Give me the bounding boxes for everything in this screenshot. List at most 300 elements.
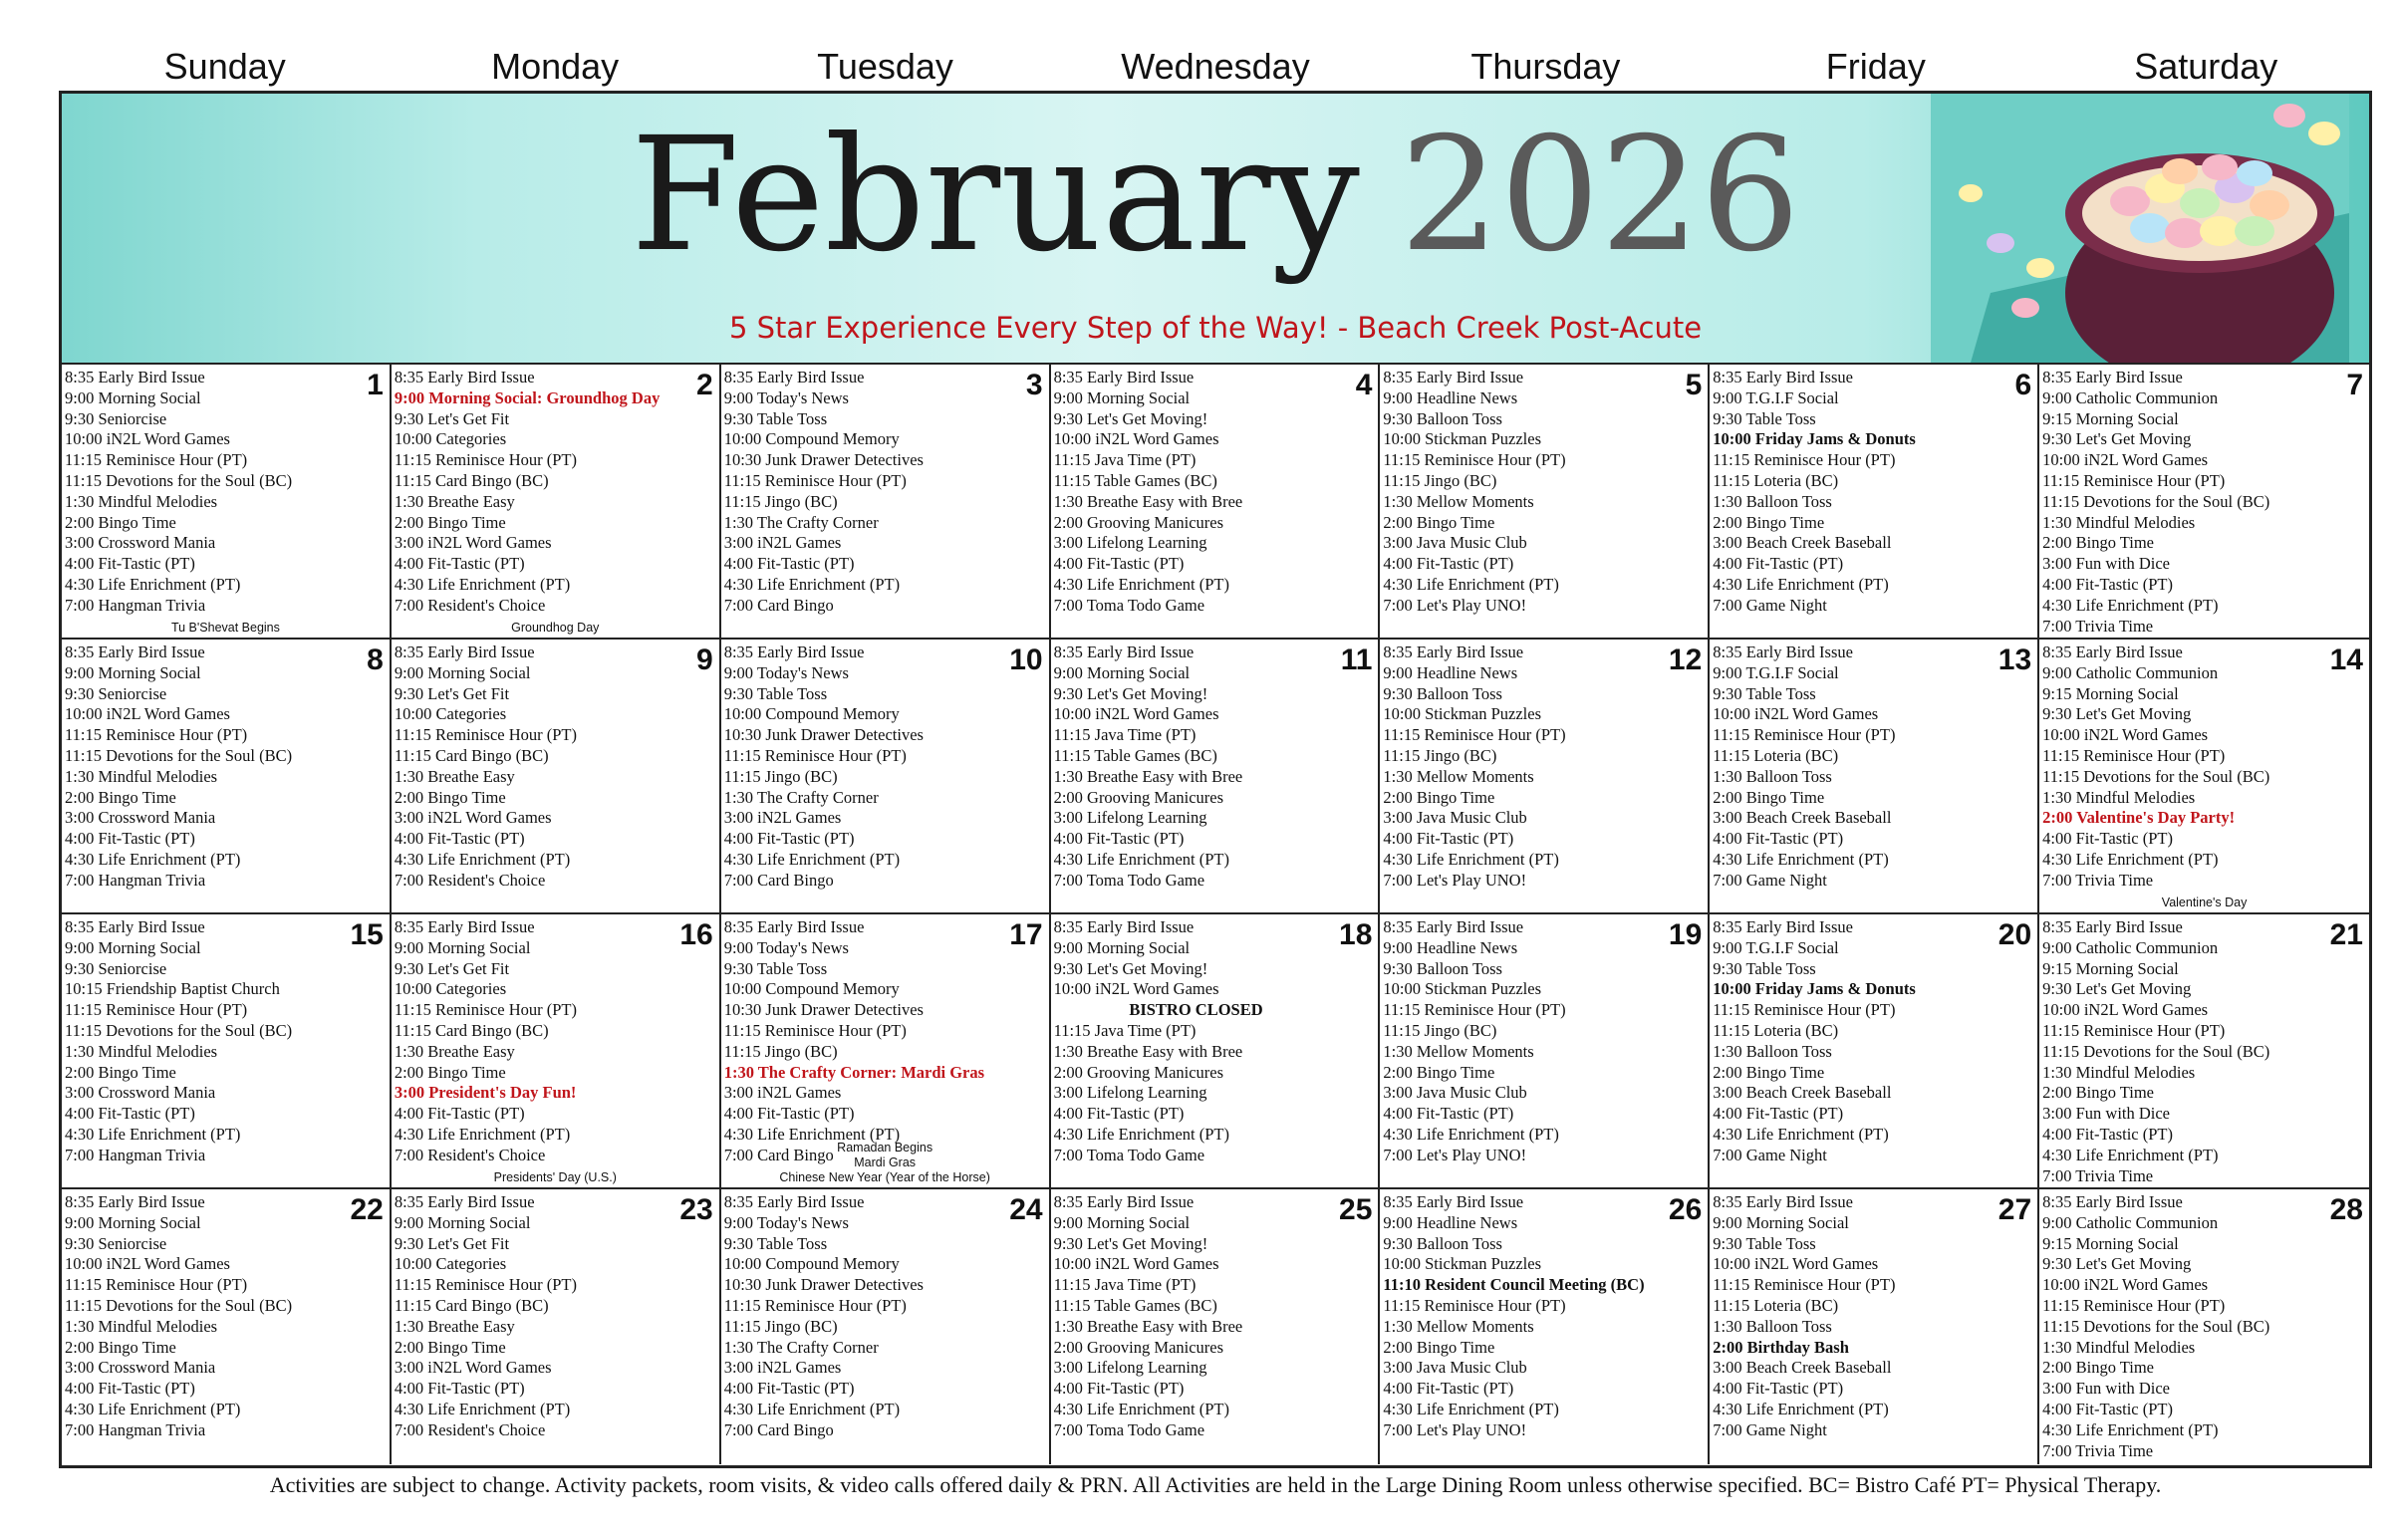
activity-item: 11:15 Reminisce Hour (PT) bbox=[65, 725, 248, 745]
activity-item: 4:00 Fit-Tastic (PT) bbox=[1383, 1104, 1514, 1124]
activity-item: 4:30 Life Enrichment (PT) bbox=[2042, 595, 2219, 615]
activity-item: 1:30 Mindful Melodies bbox=[2042, 787, 2196, 807]
activity-item: 1:30 Mellow Moments bbox=[1383, 766, 1534, 786]
activity-item: 4:30 Life Enrichment (PT) bbox=[394, 849, 571, 869]
day-number: 27 bbox=[1998, 1193, 2032, 1226]
activity-item: 9:00 T.G.I.F Social bbox=[1713, 662, 1839, 682]
holiday-note bbox=[2039, 896, 2369, 910]
activity-item: 1:30 Mellow Moments bbox=[1383, 1316, 1534, 1336]
day-cell bbox=[62, 640, 392, 914]
holiday-note bbox=[392, 1170, 719, 1185]
activity-item: 1:30 The Crafty Corner bbox=[723, 787, 879, 807]
activity-item: 3:00 Java Music Club bbox=[1383, 808, 1527, 828]
activity-item: 10:00 iN2L Word Games bbox=[65, 1254, 230, 1274]
activity-item: 11:15 Reminisce Hour (PT) bbox=[1713, 450, 1896, 470]
activity-item: 1:30 Mindful Melodies bbox=[2042, 1337, 2196, 1357]
banner-subtitle: 5 Star Experience Every Step of the Way! - Beach Creek Post-Acute bbox=[728, 311, 1703, 345]
activity-item: 11:15 Jingo (BC) bbox=[723, 1041, 838, 1061]
activity-item: 4:00 Fit-Tastic (PT) bbox=[723, 1104, 855, 1124]
activity-item: 3:00 Crossword Mania bbox=[65, 808, 216, 828]
activity-item: 11:15 Card Bingo (BC) bbox=[394, 745, 549, 765]
activity-item: 8:35 Early Bird Issue bbox=[723, 1192, 865, 1211]
activity-item: 7:00 Card Bingo bbox=[723, 595, 834, 615]
activity-item: 9:30 Table Toss bbox=[1713, 958, 1816, 978]
activity-item: 11:15 Devotions for the Soul (BC) bbox=[65, 470, 293, 490]
day-cell bbox=[721, 640, 1051, 914]
activity-item: 11:15 Reminisce Hour (PT) bbox=[2042, 1020, 2226, 1040]
activity-item: 8:35 Early Bird Issue bbox=[1713, 1192, 1853, 1211]
activity-item: 1:30 Mindful Melodies bbox=[2042, 512, 2196, 532]
activity-item: 3:00 Lifelong Learning bbox=[1053, 533, 1207, 553]
activity-item: 1:30 The Crafty Corner bbox=[723, 1337, 879, 1357]
activity-item: 10:30 Junk Drawer Detectives bbox=[723, 450, 924, 470]
activity-item: 1:30 Balloon Toss bbox=[1713, 766, 1832, 786]
banner-year: 2026 bbox=[1399, 104, 1801, 287]
activity-item: 2:00 Bingo Time bbox=[1713, 787, 1825, 807]
activity-item: 7:00 Game Night bbox=[1713, 870, 1827, 890]
activity-item: 9:15 Morning Social bbox=[2042, 958, 2179, 978]
day-cell bbox=[62, 1189, 392, 1464]
activity-item: 11:15 Reminisce Hour (PT) bbox=[2042, 745, 2226, 765]
activity-item: 11:15 Loteria (BC) bbox=[1713, 745, 1839, 765]
activity-item: 11:15 Reminisce Hour (PT) bbox=[723, 1295, 907, 1315]
activity-item: 9:30 Table Toss bbox=[1713, 683, 1816, 703]
activity-item: 4:30 Life Enrichment (PT) bbox=[1053, 849, 1229, 869]
activity-item: 10:00 Categories bbox=[394, 429, 507, 449]
activity-item: 7:00 Trivia Time bbox=[2042, 616, 2154, 636]
activity-item: 4:30 Life Enrichment (PT) bbox=[723, 849, 901, 869]
activity-item: 4:00 Fit-Tastic (PT) bbox=[723, 1379, 855, 1399]
holiday-note bbox=[392, 621, 719, 636]
activity-item: 3:00 Fun with Dice bbox=[2042, 1379, 2171, 1399]
activity-item: 9:30 Table Toss bbox=[723, 958, 828, 978]
activity-item: 9:00 Today's News bbox=[723, 662, 849, 682]
holiday-label: Valentine's Day bbox=[2161, 896, 2248, 909]
day-number: 18 bbox=[1339, 918, 1373, 951]
activity-item: 11:15 Reminisce Hour (PT) bbox=[1713, 1275, 1896, 1295]
activity-item: 4:30 Life Enrichment (PT) bbox=[394, 574, 571, 594]
activity-item: 2:00 Grooving Manicures bbox=[1053, 787, 1224, 807]
activity-item: 11:15 Reminisce Hour (PT) bbox=[2042, 1295, 2226, 1315]
activity-item: 1:30 Breathe Easy with Bree bbox=[1053, 1041, 1243, 1061]
activity-item: 3:00 Crossword Mania bbox=[65, 533, 216, 553]
activity-item: 9:00 T.G.I.F Social bbox=[1713, 937, 1839, 957]
activity-item: 3:00 Beach Creek Baseball bbox=[1713, 1358, 1892, 1378]
activity-item: 4:30 Life Enrichment (PT) bbox=[65, 1399, 241, 1418]
activity-item: 4:30 Life Enrichment (PT) bbox=[394, 1399, 571, 1418]
activity-item: 11:15 Devotions for the Soul (BC) bbox=[2042, 766, 2270, 786]
activity-item: 10:00 iN2L Word Games bbox=[2042, 725, 2209, 745]
activity-item: 3:00 Beach Creek Baseball bbox=[1713, 1083, 1892, 1103]
activity-item: 9:00 Morning Social bbox=[65, 662, 201, 682]
activity-item: 11:10 Resident Council Meeting (BC) bbox=[1383, 1275, 1645, 1295]
holiday-note bbox=[62, 621, 390, 636]
activity-item: 2:00 Bingo Time bbox=[2042, 533, 2155, 553]
day-number: 21 bbox=[2329, 918, 2363, 951]
weekday-monday: Monday bbox=[491, 46, 620, 87]
activity-item: 3:00 Fun with Dice bbox=[2042, 554, 2171, 574]
activity-item: 7:00 Card Bingo bbox=[723, 870, 834, 890]
activity-item: 7:00 Card Bingo bbox=[723, 1145, 834, 1164]
activity-item: 9:00 Morning Social bbox=[1713, 1212, 1849, 1232]
activity-item: 9:00 Morning Social: Groundhog Day bbox=[394, 387, 661, 407]
activity-item: 1:30 Breathe Easy bbox=[394, 1041, 515, 1061]
activity-item: 4:30 Life Enrichment (PT) bbox=[1053, 1399, 1229, 1418]
calendar-grid bbox=[62, 365, 2369, 1464]
activity-item: 3:00 iN2L Games bbox=[723, 808, 842, 828]
activity-item: 1:30 Mindful Melodies bbox=[2042, 1062, 2196, 1082]
activity-item: 10:00 iN2L Word Games bbox=[65, 704, 230, 724]
activity-item: 11:15 Reminisce Hour (PT) bbox=[65, 1275, 248, 1295]
activity-item: 10:00 iN2L Word Games bbox=[1713, 1254, 1879, 1274]
activity-item: 8:35 Early Bird Issue bbox=[394, 917, 535, 936]
activity-item: 4:30 Life Enrichment (PT) bbox=[65, 574, 241, 594]
activity-item: 11:15 Reminisce Hour (PT) bbox=[1713, 1000, 1896, 1020]
activity-item: 9:30 Table Toss bbox=[723, 683, 828, 703]
day-cell bbox=[1051, 640, 1381, 914]
activity-item: 9:00 Morning Social bbox=[1053, 1212, 1191, 1232]
activity-item: 7:00 Trivia Time bbox=[2042, 1165, 2154, 1185]
day-number: 2 bbox=[696, 369, 713, 401]
day-number: 8 bbox=[367, 643, 384, 676]
activity-item: 11:15 Reminisce Hour (PT) bbox=[1383, 725, 1566, 745]
activity-item: 2:00 Bingo Time bbox=[394, 1337, 506, 1357]
day-number: 19 bbox=[1668, 918, 1703, 951]
activity-item: 11:15 Loteria (BC) bbox=[1713, 1020, 1839, 1040]
activity-item: 10:00 Friday Jams & Donuts bbox=[1713, 429, 1916, 449]
activity-item: 4:30 Life Enrichment (PT) bbox=[1383, 849, 1559, 869]
activity-item: 4:30 Life Enrichment (PT) bbox=[65, 1124, 241, 1144]
activity-item: 10:00 Friday Jams & Donuts bbox=[1713, 979, 1916, 999]
activity-item: 8:35 Early Bird Issue bbox=[723, 917, 865, 936]
activity-item: 2:00 Bingo Time bbox=[1713, 512, 1825, 532]
activity-item: 8:35 Early Bird Issue bbox=[1383, 642, 1524, 661]
activity-item: 1:30 Breathe Easy bbox=[394, 491, 515, 511]
activity-item: 7:00 Resident's Choice bbox=[394, 870, 546, 890]
activity-item: 10:00 Compound Memory bbox=[723, 1254, 900, 1274]
activity-item: 4:00 Fit-Tastic (PT) bbox=[2042, 1124, 2173, 1144]
activity-item: 9:30 Let's Get Moving! bbox=[1053, 683, 1208, 703]
activity-item: 9:30 Let's Get Moving bbox=[2042, 429, 2192, 449]
activity-item: 7:00 Resident's Choice bbox=[394, 1145, 546, 1164]
day-cell bbox=[392, 365, 721, 640]
day-cell bbox=[721, 1189, 1051, 1464]
activity-item: 11:15 Jingo (BC) bbox=[1383, 1020, 1497, 1040]
activity-item: 4:30 Life Enrichment (PT) bbox=[1383, 1399, 1559, 1418]
activity-item: 10:00 Compound Memory bbox=[723, 704, 900, 724]
activity-item: 2:00 Bingo Time bbox=[1383, 787, 1495, 807]
activity-item: 4:00 Fit-Tastic (PT) bbox=[723, 829, 855, 849]
activity-item: 10:00 iN2L Word Games bbox=[2042, 1275, 2209, 1295]
day-cell bbox=[2039, 365, 2369, 640]
activity-item: 1:30 Mellow Moments bbox=[1383, 491, 1534, 511]
activity-item: 4:30 Life Enrichment (PT) bbox=[1713, 849, 1889, 869]
activity-item: 9:00 Morning Social bbox=[394, 937, 531, 957]
activity-item: 2:00 Bingo Time bbox=[65, 1062, 176, 1082]
day-cell bbox=[721, 914, 1051, 1189]
activity-item: 9:00 Morning Social bbox=[1053, 387, 1191, 407]
activity-item: 9:00 Morning Social bbox=[394, 662, 531, 682]
activity-item: 7:00 Trivia Time bbox=[2042, 870, 2154, 890]
activity-item: 11:15 Java Time (PT) bbox=[1053, 1275, 1197, 1295]
activity-item: 8:35 Early Bird Issue bbox=[394, 1192, 535, 1211]
activity-item: 1:30 Mindful Melodies bbox=[65, 1316, 218, 1336]
activity-item: 2:00 Bingo Time bbox=[394, 787, 506, 807]
activity-item: 7:00 Resident's Choice bbox=[394, 1419, 546, 1439]
activity-item: 10:00 iN2L Word Games bbox=[2042, 1000, 2209, 1020]
activity-item: 1:30 Breathe Easy with Bree bbox=[1053, 491, 1243, 511]
day-number: 6 bbox=[2014, 369, 2032, 401]
activity-item: 9:00 Today's News bbox=[723, 937, 849, 957]
activity-item: 4:30 Life Enrichment (PT) bbox=[723, 1124, 901, 1144]
activity-item: 11:15 Devotions for the Soul (BC) bbox=[65, 1020, 293, 1040]
activity-item: 9:30 Seniorcise bbox=[65, 958, 167, 978]
day-cell bbox=[1710, 365, 2039, 640]
activity-item: 11:15 Reminisce Hour (PT) bbox=[723, 1020, 907, 1040]
activity-item: 9:30 Seniorcise bbox=[65, 1233, 167, 1253]
activity-item: 1:30 Breathe Easy bbox=[394, 766, 515, 786]
activity-item: 10:00 Categories bbox=[394, 979, 507, 999]
activity-item: 1:30 Balloon Toss bbox=[1713, 1041, 1832, 1061]
day-number: 9 bbox=[696, 643, 713, 676]
day-cell bbox=[392, 914, 721, 1189]
day-cell bbox=[1380, 365, 1710, 640]
activity-item: 1:30 Breathe Easy bbox=[394, 1316, 515, 1336]
activity-item: 11:15 Reminisce Hour (PT) bbox=[394, 1000, 577, 1020]
day-cell bbox=[392, 1189, 721, 1464]
activity-item: 10:30 Junk Drawer Detectives bbox=[723, 1275, 924, 1295]
activity-item: 7:00 Game Night bbox=[1713, 1145, 1827, 1164]
activity-item: 4:00 Fit-Tastic (PT) bbox=[1053, 1379, 1185, 1399]
activity-item: 7:00 Hangman Trivia bbox=[65, 1419, 206, 1439]
day-number: 15 bbox=[350, 918, 384, 951]
activity-item: 7:00 Let's Play UNO! bbox=[1383, 1145, 1527, 1164]
activity-item: 4:00 Fit-Tastic (PT) bbox=[1053, 1104, 1185, 1124]
day-cell bbox=[1710, 640, 2039, 914]
activity-item: 9:30 Let's Get Moving! bbox=[1053, 958, 1208, 978]
activity-item: 9:30 Let's Get Moving bbox=[2042, 704, 2192, 724]
activity-item: 4:30 Life Enrichment (PT) bbox=[394, 1124, 571, 1144]
activity-item: 3:00 Crossword Mania bbox=[65, 1358, 216, 1378]
activity-item: 3:00 Lifelong Learning bbox=[1053, 1083, 1207, 1103]
activity-item: 3:00 iN2L Games bbox=[723, 1083, 842, 1103]
activity-item: 4:30 Life Enrichment (PT) bbox=[723, 574, 901, 594]
activity-item: 9:00 Headline News bbox=[1383, 662, 1518, 682]
activity-item: 8:35 Early Bird Issue bbox=[2042, 368, 2183, 386]
banner-month: February bbox=[630, 104, 1360, 287]
activity-item: 1:30 Balloon Toss bbox=[1713, 491, 1832, 511]
activity-item: 1:30 The Crafty Corner: Mardi Gras bbox=[723, 1062, 985, 1082]
activity-item: 4:00 Fit-Tastic (PT) bbox=[1053, 554, 1185, 574]
activity-item: 7:00 Card Bingo bbox=[723, 1419, 834, 1439]
activity-item: 11:15 Devotions for the Soul (BC) bbox=[65, 745, 293, 765]
activity-item: 4:00 Fit-Tastic (PT) bbox=[394, 1379, 525, 1399]
activity-item: 9:15 Morning Social bbox=[2042, 408, 2179, 428]
activity-item: 11:15 Table Games (BC) bbox=[1053, 470, 1217, 490]
activity-item: 3:00 Java Music Club bbox=[1383, 533, 1527, 553]
activity-item: 11:15 Jingo (BC) bbox=[723, 491, 838, 511]
activity-item: 1:30 Breathe Easy with Bree bbox=[1053, 766, 1243, 786]
activity-item: 9:30 Table Toss bbox=[1713, 408, 1816, 428]
activity-item: 8:35 Early Bird Issue bbox=[65, 917, 205, 936]
activity-item: 8:35 Early Bird Issue bbox=[65, 642, 205, 661]
activity-item: 4:00 Fit-Tastic (PT) bbox=[65, 554, 195, 574]
activity-item: 2:00 Bingo Time bbox=[1383, 1337, 1495, 1357]
activity-item: 3:00 Crossword Mania bbox=[65, 1083, 216, 1103]
day-cell bbox=[62, 365, 392, 640]
activity-item: 9:30 Table Toss bbox=[1713, 1233, 1816, 1253]
activity-item: 9:00 Morning Social bbox=[394, 1212, 531, 1232]
activity-item: 3:00 Java Music Club bbox=[1383, 1358, 1527, 1378]
activity-item: 9:30 Let's Get Moving! bbox=[1053, 1233, 1208, 1253]
weekday-saturday: Saturday bbox=[2134, 46, 2278, 87]
activity-item: 10:15 Friendship Baptist Church bbox=[65, 979, 280, 999]
holiday-label: Tu B'Shevat Begins bbox=[170, 621, 280, 635]
activity-item: 4:00 Fit-Tastic (PT) bbox=[1713, 1104, 1844, 1124]
day-number: 25 bbox=[1339, 1193, 1373, 1226]
holiday-label: Groundhog Day bbox=[511, 621, 600, 635]
activity-item: 9:00 Headline News bbox=[1383, 387, 1518, 407]
day-cell bbox=[1710, 1189, 2039, 1464]
activity-item: 11:15 Reminisce Hour (PT) bbox=[723, 745, 907, 765]
day-cell bbox=[1051, 914, 1381, 1189]
activity-item: 4:00 Fit-Tastic (PT) bbox=[65, 1379, 195, 1399]
activity-item: 2:00 Grooving Manicures bbox=[1053, 512, 1224, 532]
activity-item: 9:30 Balloon Toss bbox=[1383, 1233, 1502, 1253]
activity-item: 11:15 Reminisce Hour (PT) bbox=[65, 1000, 248, 1020]
activity-item: 11:15 Reminisce Hour (PT) bbox=[394, 450, 577, 470]
activity-item: 8:35 Early Bird Issue bbox=[394, 642, 535, 661]
activity-item: 9:30 Table Toss bbox=[723, 1233, 828, 1253]
activity-item: 8:35 Early Bird Issue bbox=[1713, 642, 1853, 661]
activity-item: 9:00 Morning Social bbox=[65, 1212, 201, 1232]
activity-item: 9:30 Let's Get Moving bbox=[2042, 1254, 2192, 1274]
activity-item: 8:35 Early Bird Issue bbox=[1383, 368, 1524, 386]
activity-item: 10:00 iN2L Word Games bbox=[1053, 704, 1219, 724]
activity-item: 9:00 Morning Social bbox=[1053, 662, 1191, 682]
activity-item: 8:35 Early Bird Issue bbox=[1053, 368, 1195, 386]
activity-item: 4:00 Fit-Tastic (PT) bbox=[1053, 829, 1185, 849]
activity-item: 11:15 Card Bingo (BC) bbox=[394, 470, 549, 490]
day-number: 3 bbox=[1025, 369, 1043, 401]
activity-item: 7:00 Game Night bbox=[1713, 595, 1827, 615]
day-number: 28 bbox=[2329, 1193, 2363, 1226]
activity-item: 10:00 iN2L Word Games bbox=[1053, 1254, 1219, 1274]
activity-item: 2:00 Valentine's Day Party! bbox=[2042, 808, 2236, 828]
activity-item: 3:00 Lifelong Learning bbox=[1053, 808, 1207, 828]
activity-item: 2:00 Bingo Time bbox=[2042, 1358, 2155, 1378]
activity-item: 7:00 Toma Todo Game bbox=[1053, 1145, 1205, 1164]
activity-item: 8:35 Early Bird Issue bbox=[1383, 917, 1524, 936]
activity-item: 9:00 Morning Social bbox=[1053, 937, 1191, 957]
activity-item: 4:30 Life Enrichment (PT) bbox=[1383, 574, 1559, 594]
activity-item: 10:00 iN2L Word Games bbox=[1053, 429, 1219, 449]
activity-item: 9:00 Morning Social bbox=[65, 387, 201, 407]
activity-item: 4:00 Fit-Tastic (PT) bbox=[2042, 1399, 2173, 1418]
activity-item: 8:35 Early Bird Issue bbox=[2042, 1192, 2183, 1211]
day-cell bbox=[1710, 914, 2039, 1189]
activity-item: 9:00 Catholic Communion bbox=[2042, 387, 2219, 407]
day-cell bbox=[1380, 640, 1710, 914]
activity-item: 1:30 Mindful Melodies bbox=[65, 766, 218, 786]
activity-item: 8:35 Early Bird Issue bbox=[723, 642, 865, 661]
activity-item: 1:30 Mindful Melodies bbox=[65, 1041, 218, 1061]
activity-item: 9:30 Seniorcise bbox=[65, 408, 167, 428]
activity-item: 9:00 Morning Social bbox=[65, 937, 201, 957]
activity-item: 11:15 Loteria (BC) bbox=[1713, 1295, 1839, 1315]
activity-item: 3:00 Lifelong Learning bbox=[1053, 1358, 1207, 1378]
day-number: 20 bbox=[1998, 918, 2032, 951]
activity-item: 9:00 Catholic Communion bbox=[2042, 1212, 2219, 1232]
activity-item: 4:30 Life Enrichment (PT) bbox=[2042, 849, 2219, 869]
activity-item: 8:35 Early Bird Issue bbox=[1383, 1192, 1524, 1211]
day-number: 26 bbox=[1668, 1193, 1703, 1226]
activity-item: 10:00 Stickman Puzzles bbox=[1383, 429, 1541, 449]
activity-item: 9:00 T.G.I.F Social bbox=[1713, 387, 1839, 407]
activity-item: 10:00 iN2L Word Games bbox=[1713, 704, 1879, 724]
day-number: 16 bbox=[679, 918, 713, 951]
calendar-banner bbox=[62, 94, 2369, 365]
activity-item: 11:15 Jingo (BC) bbox=[723, 1316, 838, 1336]
activity-item: 4:30 Life Enrichment (PT) bbox=[1053, 1124, 1229, 1144]
activity-item: BISTRO CLOSED bbox=[1129, 1000, 1263, 1020]
activity-item: 8:35 Early Bird Issue bbox=[1053, 1192, 1195, 1211]
candy-hearts-bowl-icon bbox=[1931, 94, 2349, 363]
activity-item: 4:00 Fit-Tastic (PT) bbox=[1713, 1379, 1844, 1399]
activity-item: 2:00 Bingo Time bbox=[65, 512, 176, 532]
activity-item: 9:30 Seniorcise bbox=[65, 683, 167, 703]
day-number: 17 bbox=[1009, 918, 1043, 951]
activity-item: 9:00 Today's News bbox=[723, 1212, 849, 1232]
activity-item: 11:15 Devotions for the Soul (BC) bbox=[2042, 1316, 2270, 1336]
activity-item: 7:00 Game Night bbox=[1713, 1419, 1827, 1439]
activity-item: 7:00 Hangman Trivia bbox=[65, 1145, 206, 1164]
activity-item: 9:30 Let's Get Moving! bbox=[1053, 408, 1208, 428]
activity-item: 10:00 iN2L Word Games bbox=[2042, 450, 2209, 470]
activity-item: 7:00 Toma Todo Game bbox=[1053, 1419, 1205, 1439]
holiday-note bbox=[721, 1141, 1049, 1185]
activity-item: 11:15 Loteria (BC) bbox=[1713, 470, 1839, 490]
activity-item: 9:30 Let's Get Fit bbox=[394, 958, 510, 978]
activity-item: 10:00 iN2L Word Games bbox=[1053, 979, 1219, 999]
activity-item: 7:00 Trivia Time bbox=[2042, 1440, 2154, 1460]
activity-item: 4:00 Fit-Tastic (PT) bbox=[394, 554, 525, 574]
day-cell bbox=[2039, 1189, 2369, 1464]
day-number: 7 bbox=[2346, 369, 2363, 401]
activity-item: 2:00 Birthday Bash bbox=[1713, 1337, 1849, 1357]
activity-item: 4:00 Fit-Tastic (PT) bbox=[1713, 829, 1844, 849]
day-number: 10 bbox=[1009, 643, 1043, 676]
activity-item: 3:00 iN2L Word Games bbox=[394, 533, 552, 553]
activity-item: 9:30 Balloon Toss bbox=[1383, 683, 1502, 703]
activity-item: 2:00 Grooving Manicures bbox=[1053, 1337, 1224, 1357]
activity-item: 11:15 Reminisce Hour (PT) bbox=[65, 450, 248, 470]
day-cell bbox=[721, 365, 1051, 640]
activity-item: 4:30 Life Enrichment (PT) bbox=[1713, 574, 1889, 594]
holiday-label: Presidents' Day (U.S.) bbox=[493, 1170, 617, 1184]
activity-item: 1:30 Mellow Moments bbox=[1383, 1041, 1534, 1061]
day-cell bbox=[1380, 1189, 1710, 1464]
footer-note: Activities are subject to change. Activity packets, room visits, & video calls offered daily & PRN. All Activities are held in the Large Dining Room unless otherwise specified. BC= Bistro Café PT= Physical Therapy. bbox=[269, 1472, 2162, 1497]
activity-item: 8:35 Early Bird Issue bbox=[1053, 917, 1195, 936]
activity-item: 7:00 Resident's Choice bbox=[394, 595, 546, 615]
activity-item: 9:30 Let's Get Fit bbox=[394, 683, 510, 703]
activity-item: 4:30 Life Enrichment (PT) bbox=[2042, 1419, 2219, 1439]
activity-item: 4:00 Fit-Tastic (PT) bbox=[65, 829, 195, 849]
activity-item: 2:00 Bingo Time bbox=[1383, 1062, 1495, 1082]
activity-item: 7:00 Let's Play UNO! bbox=[1383, 1419, 1527, 1439]
activity-item: 3:00 iN2L Word Games bbox=[394, 808, 552, 828]
